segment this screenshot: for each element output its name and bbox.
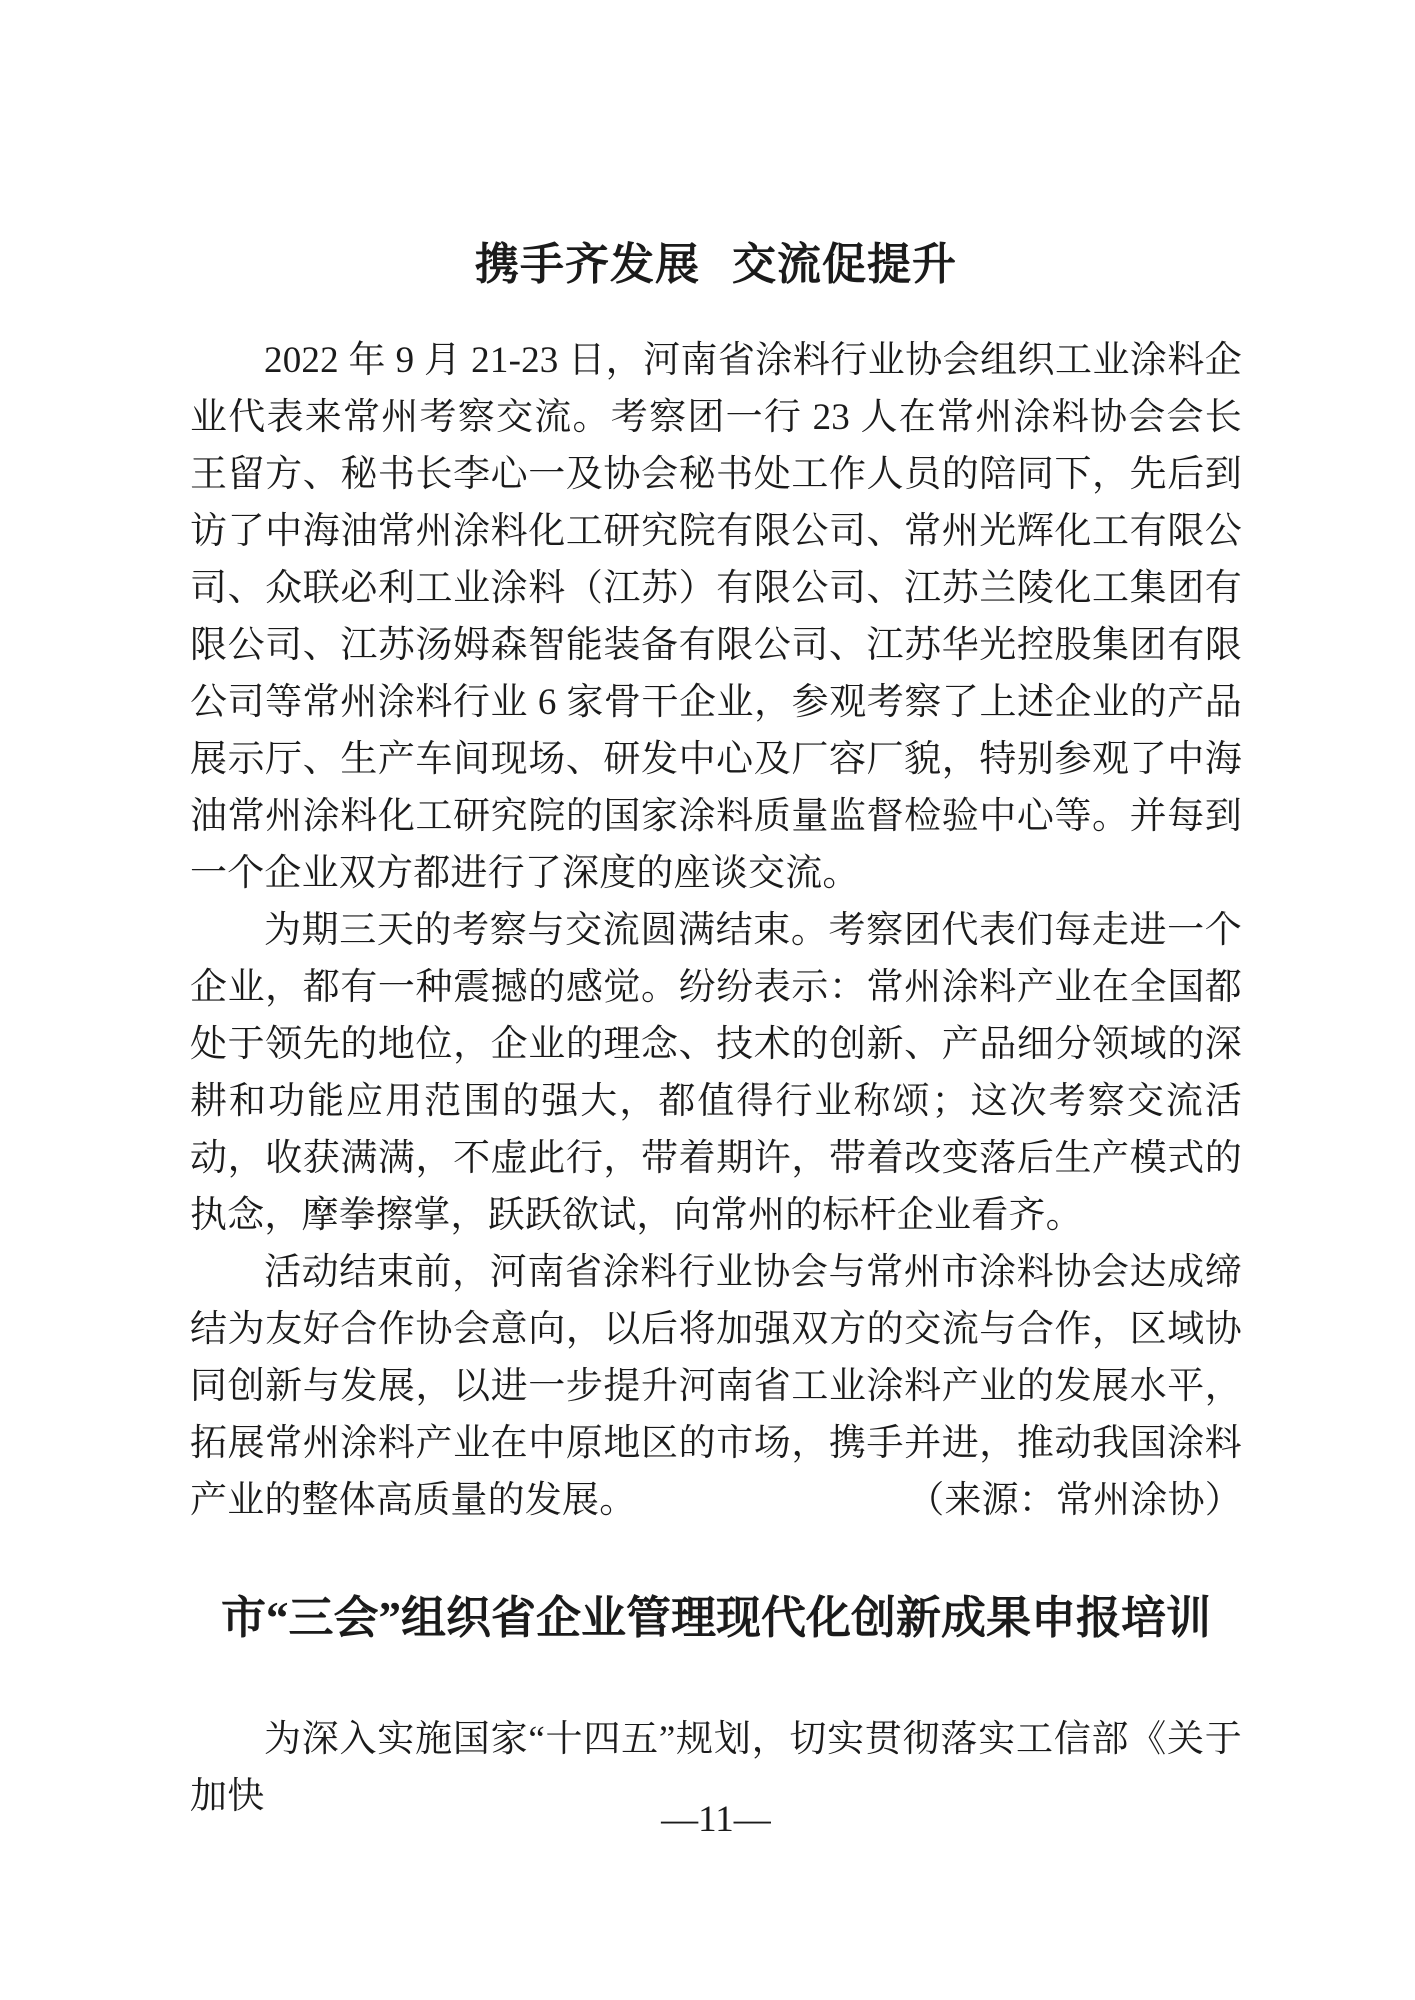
- article2-title: 市“三会”组织省企业管理现代化创新成果申报培训: [220, 1593, 1211, 1643]
- article1-paragraph-3: [190, 1244, 1242, 1529]
- article2-paragraph-1: 为深入实施国家“十四五”规划，切实贯彻落实工信部《关于加快: [190, 1719, 1242, 1817]
- page-number: —11—: [661, 1799, 771, 1840]
- article1-paragraph-2: 为期三天的考察与交流圆满结束。考察团代表们每走进一个企业，都有一种震撼的感觉。纷纷表示：常州涂料产业在全国都处于领先的地位，企业的理念、技术的创新、产品细分领域的深耕和功能应用范围的强大，都值得行业称颂；这次考察交流活动，收获满满，不虚此行，带着期许，带着改变落后生产模式的执念，摩拳擦掌，跃跃欲试，向常州的标杆企业看齐。: [190, 910, 1242, 1236]
- article1-title: 携手齐发展 交流促提升: [475, 240, 957, 289]
- article1-paragraph-1: 2022 年 9 月 21-23 日，河南省涂料行业协会组织工业涂料企业代表来常州考察交流。考察团一行 23 人在常州涂料协会会长王留方、秘书长李心一及协会秘书处工作人员的陪同下，先后到访了中海油常州涂料化工研究院有限公司、常州光辉化工有限公司、众联必利工业涂料（江苏）有限公司、江苏兰陵化工集团有限公司、江苏汤姆森智能装备有限公司、江苏华光控股集团有限公司等常州涂料行业 6 家骨干企业，参观考察了上述企业的产品展示厅、生产车间现场、研发中心及厂容厂貌，特别参观了中海油常州涂料化工研究院的国家涂料质量监督检验中心等。并每到一个企业双方都进行了深度的座谈交流。: [190, 340, 1242, 894]
- article1-paragraph-3-text: 活动结束前，河南省涂料行业协会与常州市涂料协会达成缔结为友好合作协会意向，以后将加强双方的交流与合作，区域协同创新与发展，以进一步提升河南省工业涂料产业的发展水平，拓展常州涂料产业在中原地区的市场，携手并进，推动我国涂料产业的整体高质量的发展。: [190, 1252, 1242, 1521]
- source-attribution: （来源：常州涂协）: [907, 1480, 1242, 1521]
- document-content: [190, 0, 1242, 1825]
